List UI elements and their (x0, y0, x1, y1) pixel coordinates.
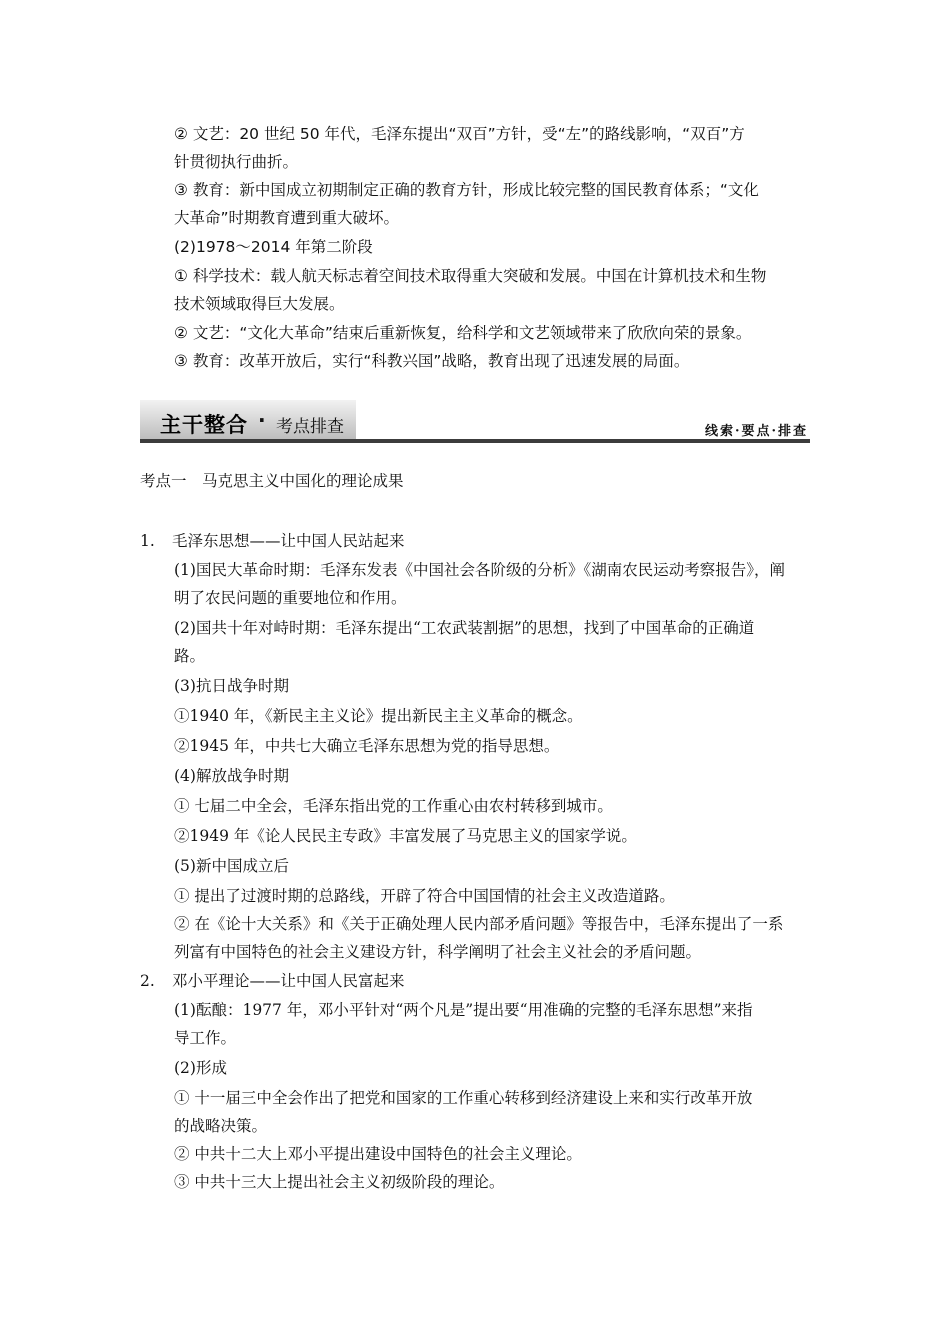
deng-line-2: (2)形成 (174, 1059, 227, 1077)
mao-line-2: (2)国共十年对峙时期：毛泽东提出“工农武装割据”的思想，找到了中国革命的正确道 (174, 619, 755, 637)
deng-line-1b: 导工作。 (174, 1029, 237, 1047)
banner-dot: · (258, 408, 266, 432)
mao-line-3: (3)抗日战争时期 (174, 677, 289, 695)
banner-tagline: 线索·要点·排查 (704, 424, 808, 439)
mao-line-4b: ②1949 年《论人民民主专政》丰富发展了马克思主义的国家学说。 (174, 827, 637, 845)
paragraph-art: ② 文艺：20 世纪 50 年代，毛泽东提出“双百”方针，受“左”的路线影响，“双百”方 (174, 125, 745, 143)
mao-line-5: (5)新中国成立后 (174, 857, 289, 875)
item-number-2: 2. (140, 972, 155, 990)
banner-subtitle: 考点排查 (276, 417, 344, 437)
paragraph-science: ① 科学技术：载人航天标志着空间技术取得重大突破和发展。中国在计算机技术和生物 (174, 267, 767, 285)
paragraph-education: ③ 教育：新中国成立初期制定正确的教育方针，形成比较完整的国民教育体系；“文化 (174, 181, 759, 199)
paragraph-education-cont: 大革命”时期教育遭到重大破坏。 (174, 209, 400, 227)
deng-line-2a: ① 十一届三中全会作出了把党和国家的工作重心转移到经济建设上来和实行改革开放 (174, 1089, 753, 1107)
stage-two-heading: (2)1978～2014 年第二阶段 (174, 238, 373, 256)
section-banner (140, 400, 810, 446)
mao-line-1b: 明了农民问题的重要地位和作用。 (174, 589, 407, 607)
paragraph-education-two: ③ 教育：改革开放后，实行“科教兴国”战略，教育出现了迅速发展的局面。 (174, 352, 690, 370)
mao-line-4: (4)解放战争时期 (174, 767, 289, 785)
deng-line-2d: ③ 中共十三大上提出社会主义初级阶段的理论。 (174, 1173, 505, 1191)
mao-line-5c: 列富有中国特色的社会主义建设方针，科学阐明了社会主义社会的矛盾问题。 (174, 943, 702, 961)
mao-line-5a: ① 提出了过渡时期的总路线，开辟了符合中国国情的社会主义改造道路。 (174, 887, 675, 905)
item-title-mao: 毛泽东思想——让中国人民站起来 (172, 532, 405, 550)
mao-line-1: (1)国民大革命时期：毛泽东发表《中国社会各阶级的分析》《湖南农民运动考察报告》，阐 (174, 561, 785, 579)
deng-line-2b: 的战略决策。 (174, 1117, 268, 1135)
paragraph-art-two: ② 文艺：“文化大革命”结束后重新恢复，给科学和文艺领域带来了欣欣向荣的景象。 (174, 324, 752, 342)
mao-line-5b: ② 在《论十大关系》和《关于正确处理人民内部矛盾问题》等报告中，毛泽东提出了一系 (174, 915, 784, 933)
deng-line-1: (1)酝酿：1977 年，邓小平针对“两个凡是”提出要“用准确的完整的毛泽东思想”来指 (174, 1001, 753, 1019)
paragraph-art-cont: 针贯彻执行曲折。 (174, 153, 299, 171)
mao-line-2b: 路。 (174, 647, 206, 665)
mao-line-3b: ②1945 年，中共七大确立毛泽东思想为党的指导思想。 (174, 737, 560, 755)
banner-title: 主干整合 (160, 413, 248, 437)
banner-rule (140, 439, 810, 443)
mao-line-4a: ① 七届二中全会，毛泽东指出党的工作重心由农村转移到城市。 (174, 797, 613, 815)
paragraph-science-cont: 技术领域取得巨大发展。 (174, 295, 345, 313)
section-heading: 考点一 马克思主义中国化的理论成果 (140, 472, 404, 490)
mao-line-3a: ①1940 年，《新民主主义论》提出新民主主义革命的概念。 (174, 707, 583, 725)
item-title-deng: 邓小平理论——让中国人民富起来 (172, 972, 405, 990)
deng-line-2c: ② 中共十二大上邓小平提出建设中国特色的社会主义理论。 (174, 1145, 582, 1163)
item-number-1: 1. (140, 532, 155, 550)
